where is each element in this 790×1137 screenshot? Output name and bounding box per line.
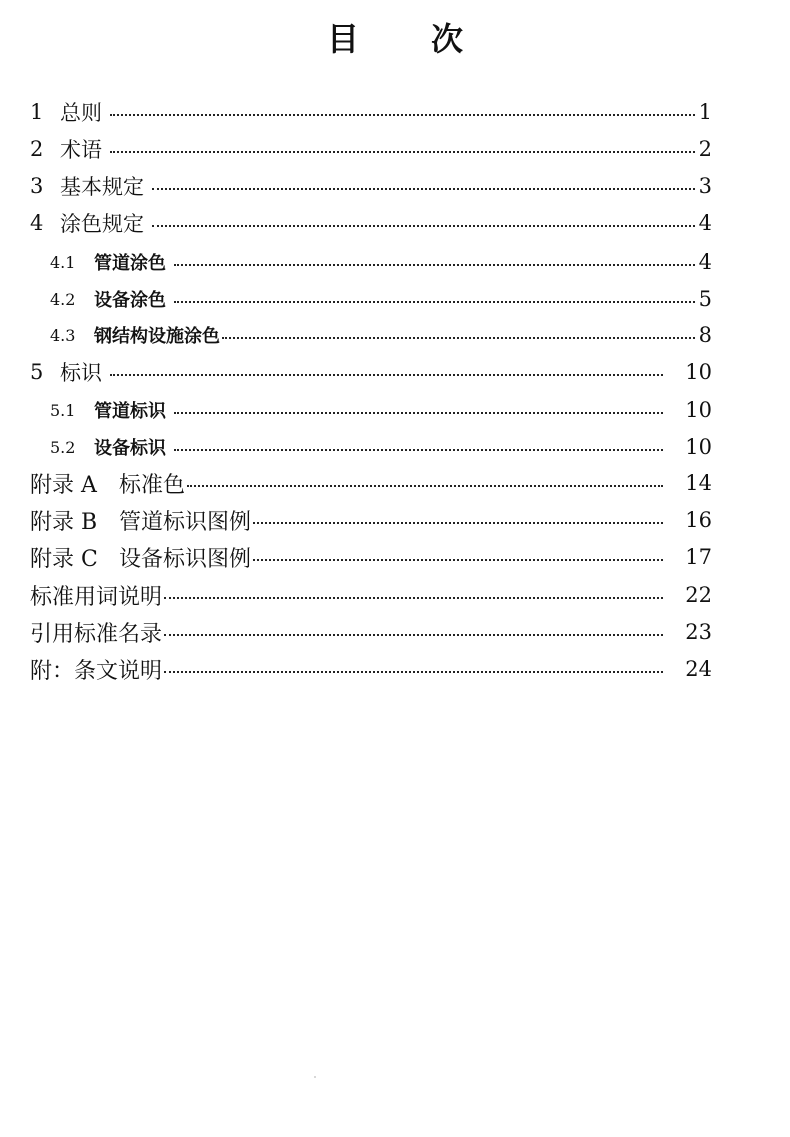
toc-label: 引用标准名录 [30,621,163,647]
dot-leader [174,285,695,313]
toc-number: 1 [30,100,44,124]
toc-entry-5[interactable] [30,358,712,386]
toc-label: 设备标识图例 [119,546,252,572]
toc-page-number: 10 [685,435,712,459]
toc-page-number: 10 [685,360,712,384]
scan-speck [314,1076,316,1078]
toc-label: 设备涂色 [94,290,166,311]
toc-page-number: 14 [685,471,712,495]
toc-label: 涂色规定 [60,212,144,236]
dot-leader [174,396,663,424]
toc-label: 标识 [60,361,102,385]
toc-number: 5.1 [50,400,76,420]
dot-leader [164,655,663,683]
dot-leader [110,98,695,126]
toc-entry-appendix-b[interactable] [30,506,712,534]
toc-page-number: 8 [698,323,712,347]
dot-leader [253,506,663,534]
dot-leader [174,433,663,461]
toc-entry-4-3[interactable] [50,321,712,349]
toc-page-number: 10 [685,398,712,422]
dot-leader [253,543,663,571]
toc-label: 基本规定 [60,175,144,199]
toc-number: 附录 C [30,546,98,572]
toc-page-number: 23 [685,620,712,644]
toc-number: 附录 A [30,472,97,498]
toc-entry-appendix-c[interactable] [30,543,712,571]
toc-label: 标准色 [119,472,186,498]
dot-leader [164,618,663,646]
toc-number: 4 [30,211,44,235]
toc-page-number: 17 [685,545,712,569]
toc-page-number: 3 [698,174,712,198]
toc-number: 5 [30,360,44,384]
toc-entry-5-2[interactable] [50,433,712,461]
toc-page-number: 4 [698,250,712,274]
title-char-1: 目 [326,20,359,58]
toc-number: 4.2 [50,289,76,309]
toc-entry-5-1[interactable] [50,396,712,424]
toc-label: 管道标识图例 [119,509,252,535]
toc-page-number: 5 [698,287,712,311]
toc-label: 管道涂色 [94,253,166,274]
toc-label: 设备标识 [94,438,166,459]
toc-label: 附：条文说明 [30,658,163,684]
toc-label: 标准用词说明 [30,584,163,610]
toc-entry-4-1[interactable] [50,248,712,276]
toc-entry-clause-explanation[interactable] [30,655,712,683]
dot-leader [187,469,663,497]
dot-leader [222,321,695,349]
toc-label: 总则 [60,101,102,125]
toc-label: 管道标识 [94,401,166,422]
toc-entry-standard-terms[interactable] [30,581,712,609]
toc-entry-referenced-standards[interactable] [30,618,712,646]
toc-page-number: 4 [698,211,712,235]
toc-entry-4[interactable] [30,209,712,237]
toc-label: 钢结构设施涂色 [94,326,220,347]
dot-leader [110,358,663,386]
toc-number: 4.3 [50,325,76,345]
toc-entry-4-2[interactable] [50,285,712,313]
toc-entry-appendix-a[interactable] [30,469,712,497]
toc-page-number: 24 [685,657,712,681]
dot-leader [164,581,663,609]
toc-entry-3[interactable] [30,172,712,200]
toc-number: 4.1 [50,252,76,272]
dot-leader [152,209,695,237]
toc-label: 术语 [60,138,102,162]
dot-leader [174,248,695,276]
toc-page-number: 22 [685,583,712,607]
toc-number: 5.2 [50,437,76,457]
title-char-2: 次 [431,20,464,58]
dot-leader [110,135,695,163]
toc-entry-1[interactable] [30,98,712,126]
dot-leader [152,172,695,200]
toc-number: 2 [30,137,44,161]
toc-entry-2[interactable] [30,135,712,163]
toc-page-number: 16 [685,508,712,532]
toc-number: 3 [30,174,44,198]
toc-number: 附录 B [30,509,98,535]
toc-page-number: 2 [698,137,712,161]
toc-page-number: 1 [698,100,712,124]
